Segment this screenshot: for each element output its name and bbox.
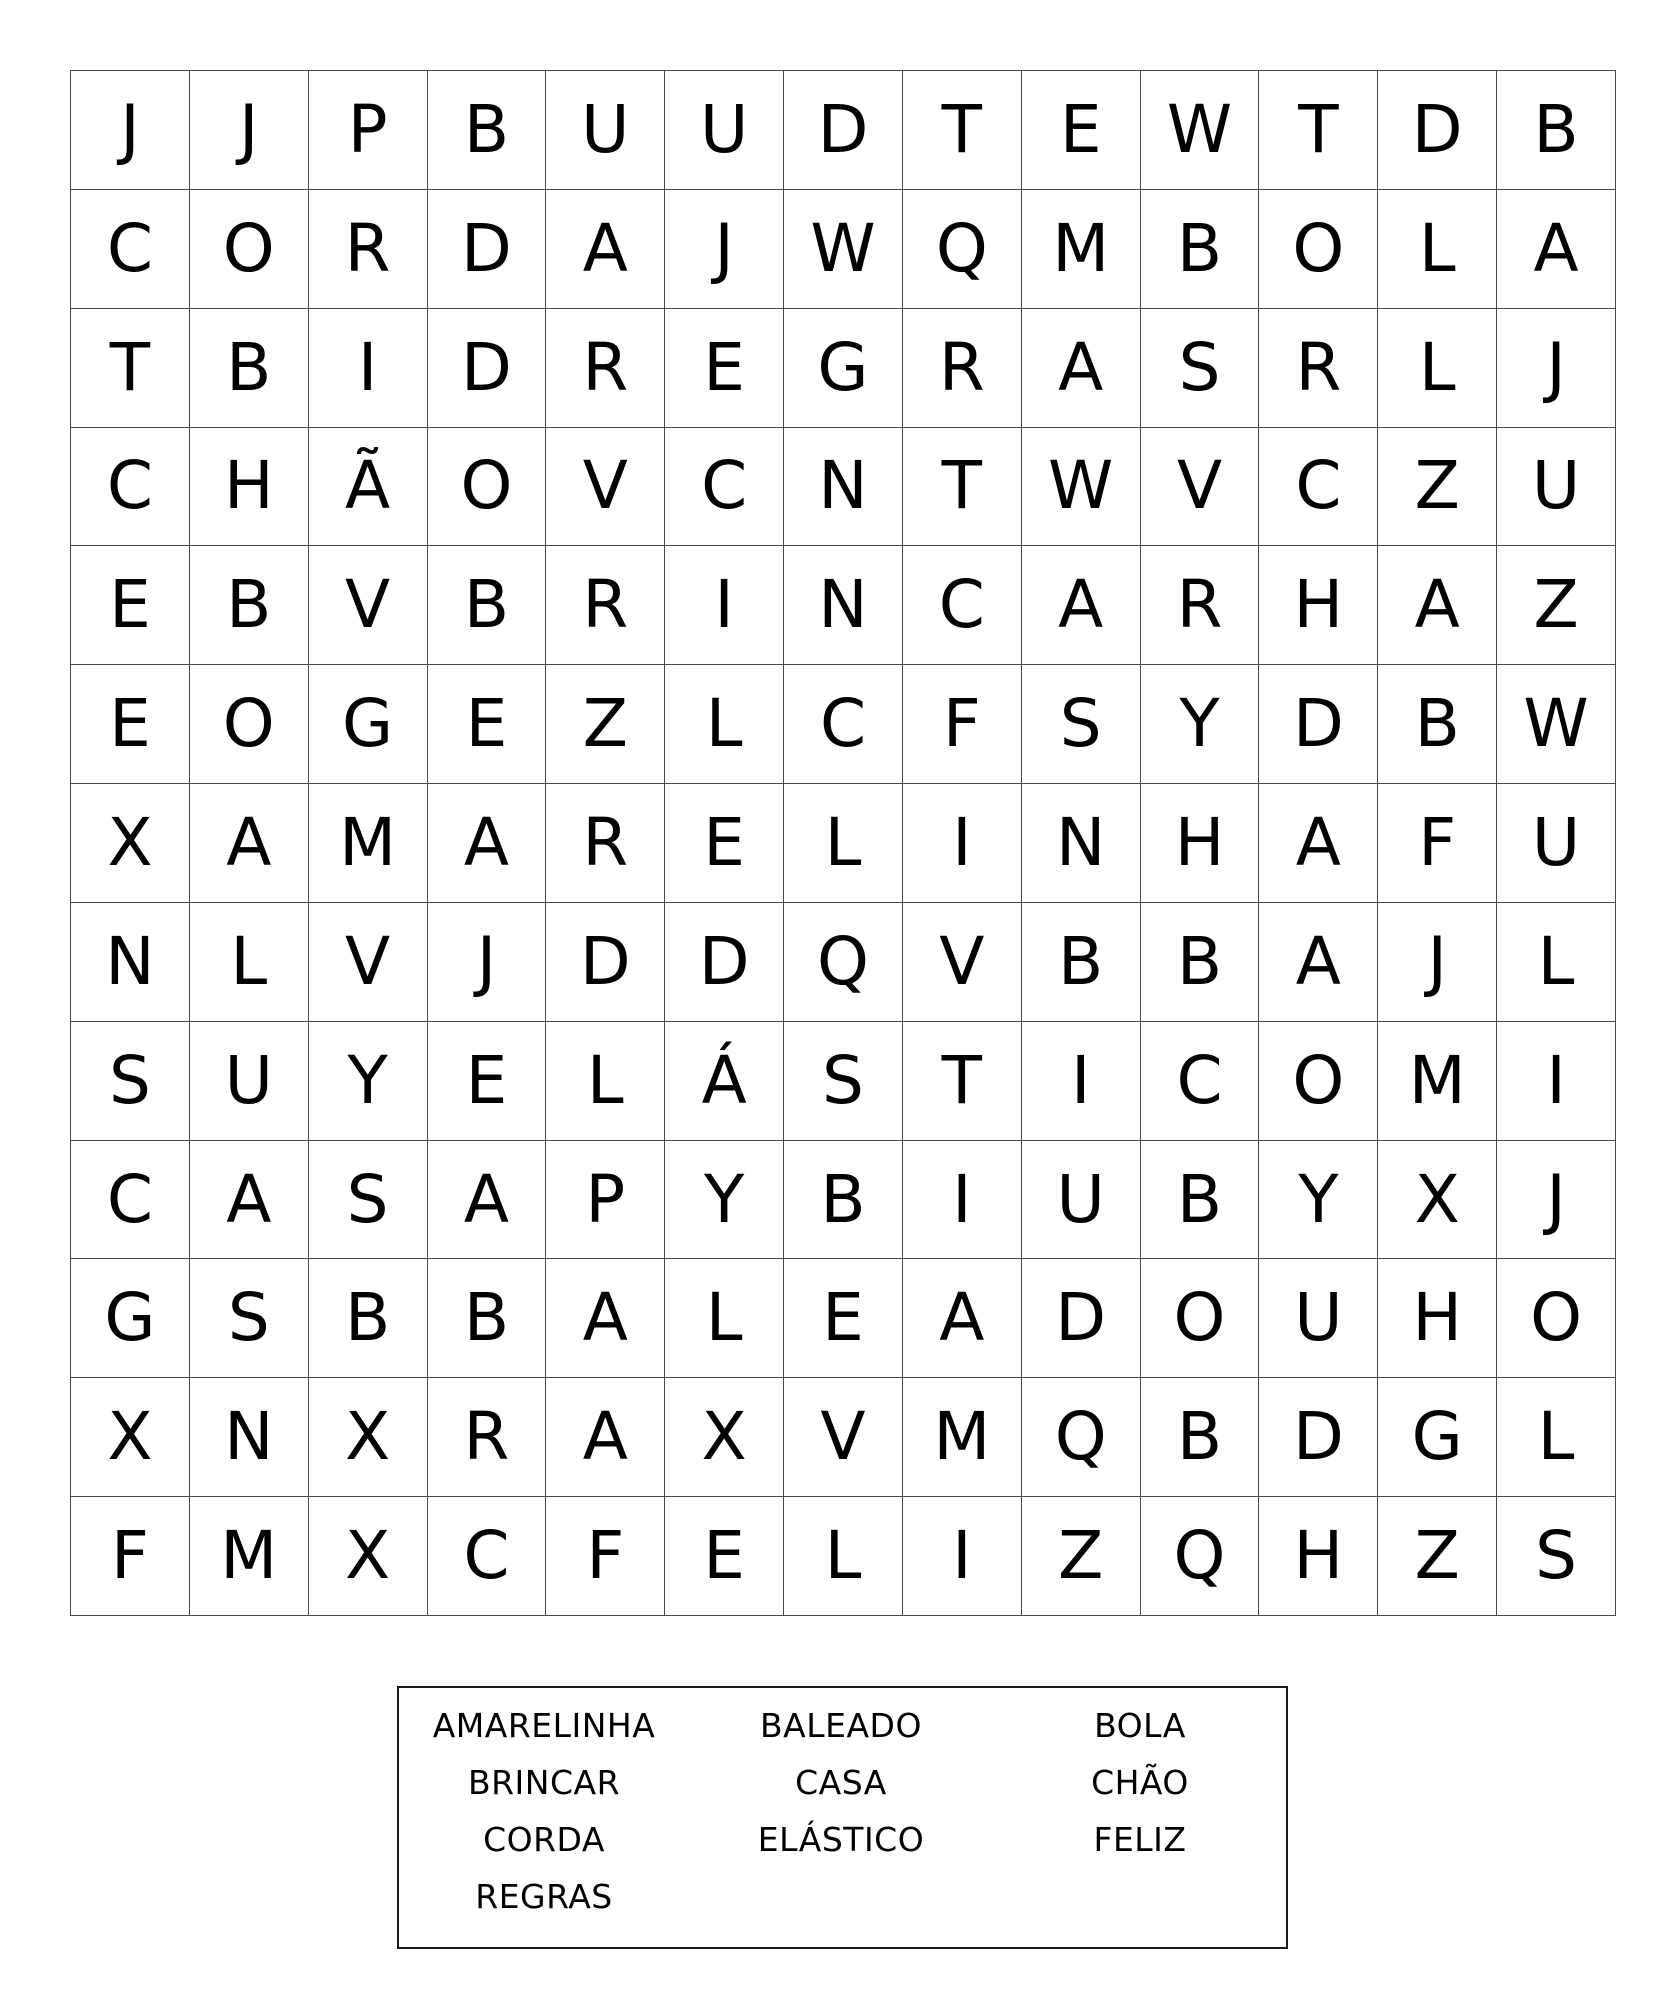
grid-cell[interactable]: J	[428, 903, 547, 1022]
grid-cell[interactable]: W	[1497, 665, 1616, 784]
grid-cell[interactable]: Y	[665, 1141, 784, 1260]
grid-cell[interactable]: M	[903, 1378, 1022, 1497]
grid-cell[interactable]: M	[309, 784, 428, 903]
grid-cell[interactable]: I	[665, 546, 784, 665]
grid-cell[interactable]: W	[1022, 428, 1141, 547]
grid-cell[interactable]: B	[1378, 665, 1497, 784]
grid-cell[interactable]: E	[665, 1497, 784, 1616]
grid-cell[interactable]: H	[1259, 546, 1378, 665]
grid-cell[interactable]: Z	[1497, 546, 1616, 665]
word-list-item: AMARELINHA	[432, 1706, 656, 1745]
grid-cell[interactable]: I	[903, 1497, 1022, 1616]
grid-cell[interactable]: B	[1141, 190, 1260, 309]
grid-cell[interactable]: S	[1497, 1497, 1616, 1616]
grid-cell[interactable]: J	[190, 71, 309, 190]
grid-cell[interactable]: B	[309, 1259, 428, 1378]
grid-cell[interactable]: U	[190, 1022, 309, 1141]
grid-cell[interactable]: A	[190, 784, 309, 903]
grid-cell[interactable]: H	[1378, 1259, 1497, 1378]
grid-cell[interactable]: D	[784, 71, 903, 190]
grid-cell[interactable]: J	[665, 190, 784, 309]
grid-cell[interactable]: E	[428, 665, 547, 784]
grid-cell[interactable]: A	[1022, 309, 1141, 428]
word-list-item: BRINCAR	[467, 1763, 621, 1802]
grid-cell[interactable]: M	[1022, 190, 1141, 309]
grid-cell[interactable]: X	[1378, 1141, 1497, 1260]
grid-cell[interactable]: A	[1022, 546, 1141, 665]
grid-cell[interactable]: U	[1497, 784, 1616, 903]
grid-cell[interactable]: C	[428, 1497, 547, 1616]
grid-cell[interactable]: U	[546, 71, 665, 190]
word-list-item: BOLA	[1094, 1706, 1186, 1745]
grid-cell[interactable]: R	[546, 309, 665, 428]
grid-cell[interactable]: R	[546, 784, 665, 903]
grid-cell[interactable]: I	[309, 309, 428, 428]
grid-cell[interactable]: O	[1497, 1259, 1616, 1378]
grid-cell[interactable]: Z	[1022, 1497, 1141, 1616]
grid-cell[interactable]: E	[428, 1022, 547, 1141]
word-list-item: BALEADO	[760, 1706, 922, 1745]
grid-cell[interactable]: N	[71, 903, 190, 1022]
grid-cell[interactable]: A	[903, 1259, 1022, 1378]
word-list-item: CORDA	[483, 1820, 605, 1859]
grid-cell[interactable]: Y	[1141, 665, 1260, 784]
grid-cell[interactable]: Ã	[309, 428, 428, 547]
grid-cell[interactable]: R	[903, 309, 1022, 428]
grid-cell[interactable]: I	[903, 1141, 1022, 1260]
grid-cell[interactable]: W	[784, 190, 903, 309]
grid-cell[interactable]: T	[903, 1022, 1022, 1141]
grid-cell[interactable]: S	[190, 1259, 309, 1378]
grid-cell[interactable]: V	[903, 903, 1022, 1022]
grid-cell[interactable]: X	[665, 1378, 784, 1497]
grid-cell[interactable]: U	[1022, 1141, 1141, 1260]
grid-cell[interactable]: J	[1378, 903, 1497, 1022]
grid-cell[interactable]: C	[665, 428, 784, 547]
grid-cell[interactable]: L	[1378, 309, 1497, 428]
grid-cell[interactable]: C	[1141, 1022, 1260, 1141]
grid-cell[interactable]: U	[1259, 1259, 1378, 1378]
grid-cell[interactable]: N	[784, 428, 903, 547]
grid-cell[interactable]: A	[1378, 546, 1497, 665]
grid-cell[interactable]: D	[1022, 1259, 1141, 1378]
grid-cell[interactable]: J	[71, 71, 190, 190]
grid-cell[interactable]: I	[903, 784, 1022, 903]
grid-cell[interactable]: X	[71, 784, 190, 903]
grid-cell[interactable]: R	[546, 546, 665, 665]
grid-cell[interactable]: E	[71, 546, 190, 665]
grid-cell[interactable]: T	[903, 428, 1022, 547]
grid-cell[interactable]: A	[428, 784, 547, 903]
grid-cell[interactable]: L	[665, 1259, 784, 1378]
grid-cell[interactable]: R	[428, 1378, 547, 1497]
grid-cell[interactable]: X	[309, 1497, 428, 1616]
grid-cell[interactable]: Á	[665, 1022, 784, 1141]
grid-cell[interactable]: V	[546, 428, 665, 547]
grid-cell[interactable]: Z	[546, 665, 665, 784]
grid-cell[interactable]: E	[665, 784, 784, 903]
grid-cell[interactable]: S	[1141, 309, 1260, 428]
grid-cell[interactable]: P	[309, 71, 428, 190]
grid-cell[interactable]: L	[190, 903, 309, 1022]
grid-cell[interactable]: U	[665, 71, 784, 190]
grid-cell[interactable]: Y	[309, 1022, 428, 1141]
grid-cell[interactable]: L	[784, 784, 903, 903]
grid-cell[interactable]: M	[1378, 1022, 1497, 1141]
word-search-grid	[70, 70, 1616, 1616]
grid-cell[interactable]: O	[190, 190, 309, 309]
grid-cell[interactable]: V	[309, 546, 428, 665]
grid-cell[interactable]: Q	[903, 190, 1022, 309]
grid-cell[interactable]: D	[1259, 665, 1378, 784]
grid-cell[interactable]: C	[71, 190, 190, 309]
grid-cell[interactable]: F	[546, 1497, 665, 1616]
grid-cell[interactable]: G	[309, 665, 428, 784]
grid-cell[interactable]: C	[1259, 428, 1378, 547]
grid-cell[interactable]: V	[309, 903, 428, 1022]
grid-cell[interactable]: A	[546, 190, 665, 309]
grid-cell[interactable]: H	[1141, 784, 1260, 903]
grid-cell[interactable]: O	[190, 665, 309, 784]
grid-cell[interactable]: S	[784, 1022, 903, 1141]
grid-cell[interactable]: L	[1497, 1378, 1616, 1497]
grid-cell[interactable]: R	[1259, 309, 1378, 428]
grid-cell[interactable]: F	[71, 1497, 190, 1616]
grid-cell[interactable]: D	[665, 903, 784, 1022]
grid-cell[interactable]: L	[665, 665, 784, 784]
grid-cell[interactable]: E	[784, 1259, 903, 1378]
grid-cell[interactable]: B	[190, 309, 309, 428]
grid-cell[interactable]: B	[190, 546, 309, 665]
grid-cell[interactable]: X	[71, 1378, 190, 1497]
word-list-item: CHÃO	[1091, 1763, 1189, 1802]
grid-cell[interactable]: J	[1497, 1141, 1616, 1260]
word-list-item: FELIZ	[1093, 1820, 1187, 1859]
grid-cell[interactable]: B	[428, 1259, 547, 1378]
grid-cell[interactable]: F	[1378, 784, 1497, 903]
grid-cell[interactable]: N	[1022, 784, 1141, 903]
grid-cell[interactable]: B	[1497, 71, 1616, 190]
word-list-item: ELÁSTICO	[757, 1820, 925, 1859]
grid-cell[interactable]: A	[546, 1259, 665, 1378]
grid-cell[interactable]: R	[309, 190, 428, 309]
grid-cell[interactable]: O	[1259, 190, 1378, 309]
grid-cell[interactable]: I	[1022, 1022, 1141, 1141]
grid-cell[interactable]: E	[665, 309, 784, 428]
grid-cell[interactable]: Z	[1378, 428, 1497, 547]
word-list-item: CASA	[795, 1763, 887, 1802]
grid-cell[interactable]: J	[1497, 309, 1616, 428]
grid-cell[interactable]: B	[784, 1141, 903, 1260]
grid-cell[interactable]: E	[71, 665, 190, 784]
grid-cell[interactable]: L	[546, 1022, 665, 1141]
grid-cell[interactable]: C	[71, 428, 190, 547]
grid-cell[interactable]: V	[784, 1378, 903, 1497]
grid-cell[interactable]: V	[1141, 428, 1260, 547]
grid-cell[interactable]: B	[1141, 1141, 1260, 1260]
grid-cell[interactable]: E	[1022, 71, 1141, 190]
grid-cell[interactable]: Q	[784, 903, 903, 1022]
grid-cell[interactable]: B	[428, 546, 547, 665]
grid-cell[interactable]: S	[309, 1141, 428, 1260]
grid-cell[interactable]: O	[428, 428, 547, 547]
grid-cell[interactable]: A	[546, 1378, 665, 1497]
grid-cell[interactable]: B	[428, 71, 547, 190]
grid-cell[interactable]: D	[428, 190, 547, 309]
grid-cell[interactable]: F	[903, 665, 1022, 784]
grid-cell[interactable]: I	[1497, 1022, 1616, 1141]
grid-cell[interactable]: D	[1259, 1378, 1378, 1497]
grid-cell[interactable]: D	[428, 309, 547, 428]
grid-cell[interactable]: R	[1141, 546, 1260, 665]
grid-cell[interactable]: D	[1378, 71, 1497, 190]
grid-cell[interactable]: A	[1259, 903, 1378, 1022]
grid-cell[interactable]: T	[1259, 71, 1378, 190]
grid-cell[interactable]: L	[784, 1497, 903, 1616]
grid-cell[interactable]: A	[428, 1141, 547, 1260]
grid-cell[interactable]: B	[1022, 903, 1141, 1022]
grid-cell[interactable]: O	[1141, 1259, 1260, 1378]
grid-cell[interactable]: G	[1378, 1378, 1497, 1497]
grid-cell[interactable]: P	[546, 1141, 665, 1260]
word-list-item: REGRAS	[475, 1877, 613, 1916]
word-list-box	[397, 1686, 1288, 1949]
grid-cell[interactable]: G	[784, 309, 903, 428]
grid-cell[interactable]: S	[1022, 665, 1141, 784]
grid-cell[interactable]: H	[190, 428, 309, 547]
grid-cell[interactable]: L	[1378, 190, 1497, 309]
grid-cell[interactable]: N	[784, 546, 903, 665]
grid-cell[interactable]: A	[190, 1141, 309, 1260]
grid-cell[interactable]: C	[71, 1141, 190, 1260]
grid-cell[interactable]: S	[71, 1022, 190, 1141]
grid-cell[interactable]: N	[190, 1378, 309, 1497]
grid-cell[interactable]: A	[1497, 190, 1616, 309]
grid-cell[interactable]: C	[903, 546, 1022, 665]
grid-cell[interactable]: B	[1141, 1378, 1260, 1497]
grid-cell[interactable]: T	[903, 71, 1022, 190]
grid-cell[interactable]: B	[1141, 903, 1260, 1022]
grid-cell[interactable]: L	[1497, 903, 1616, 1022]
grid-cell[interactable]: H	[1259, 1497, 1378, 1616]
grid-cell[interactable]: T	[71, 309, 190, 428]
grid-cell[interactable]: O	[1259, 1022, 1378, 1141]
grid-cell[interactable]: Z	[1378, 1497, 1497, 1616]
grid-cell[interactable]: Q	[1141, 1497, 1260, 1616]
grid-cell[interactable]: Y	[1259, 1141, 1378, 1260]
grid-cell[interactable]: G	[71, 1259, 190, 1378]
grid-cell[interactable]: X	[309, 1378, 428, 1497]
grid-cell[interactable]: M	[190, 1497, 309, 1616]
grid-cell[interactable]: C	[784, 665, 903, 784]
grid-cell[interactable]: U	[1497, 428, 1616, 547]
grid-cell[interactable]: W	[1141, 71, 1260, 190]
grid-cell[interactable]: A	[1259, 784, 1378, 903]
grid-cell[interactable]: Q	[1022, 1378, 1141, 1497]
grid-cell[interactable]: D	[546, 903, 665, 1022]
